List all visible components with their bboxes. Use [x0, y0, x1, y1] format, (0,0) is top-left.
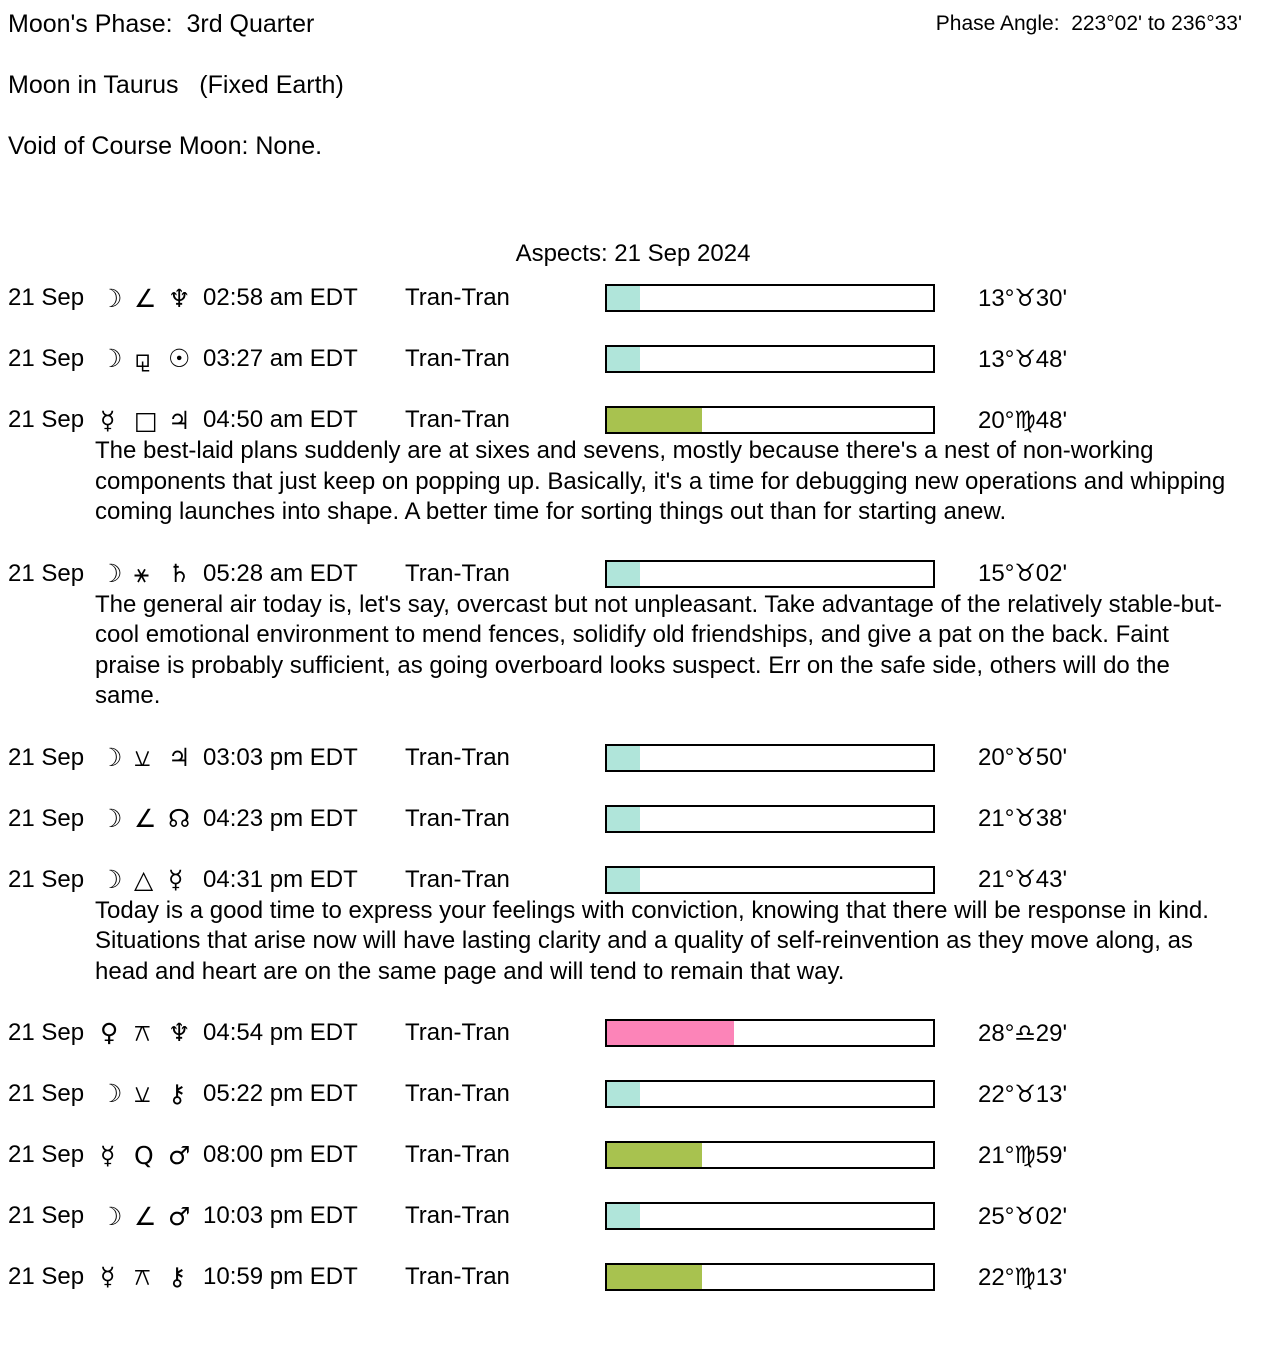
aspect-degree: 21°♉38' [978, 805, 1068, 832]
orb-bar [605, 1202, 935, 1230]
aspect-date: 21 Sep [8, 1263, 85, 1290]
orb-bar-fill [607, 562, 640, 586]
aspect-kind: Tran-Tran [405, 743, 510, 771]
aspect-kind: Tran-Tran [405, 406, 510, 433]
aspect-row [8, 1079, 1266, 1109]
orb-bar [605, 406, 935, 434]
neptune-icon: ♆ [168, 283, 191, 313]
aspect-glyphs [100, 1202, 203, 1231]
aspect-degree: 20°♍48' [978, 406, 1068, 434]
orb-bar-fill [607, 286, 640, 310]
orb-bar [605, 560, 935, 588]
semisquare-aspect-icon: ∠ [134, 804, 157, 833]
aspect-glyphs [100, 344, 203, 374]
venus-icon: ♀ [100, 1018, 119, 1047]
aspect-glyphs [100, 406, 203, 435]
orb-bar-fill [607, 1265, 702, 1289]
quincunx-aspect-icon: ⚻ [134, 1262, 151, 1291]
void-of-course-line: Void of Course Moon: None. [8, 132, 323, 160]
aspect-interpretation: The general air today is, let's say, overcast but not unpleasant. Take advantage of the relatively stable-but-cool emotional environment to mend fences, solidify old friendships, and give a pat on the back. Faint praise is probably sufficient, as going overboard looks suspect. Err on the safe side, others will do the same. [95, 590, 1223, 709]
orb-bar-fill [607, 408, 702, 432]
aspect-time: 03:03 pm EDT [203, 743, 358, 771]
sextile-aspect-icon: ⚹ [134, 558, 150, 588]
aspect-date: 21 Sep [8, 1141, 85, 1168]
aspect-time: 02:58 am EDT [203, 284, 358, 311]
report-header [0, 0, 1266, 161]
aspect-kind: Tran-Tran [405, 865, 510, 893]
mercury-icon: ☿ [168, 865, 184, 894]
aspect-date: 21 Sep [8, 804, 85, 832]
aspect-degree: 13°♉30' [978, 284, 1068, 312]
orb-bar [605, 345, 935, 373]
chiron-icon: ⚷ [168, 1079, 187, 1108]
aspect-kind: Tran-Tran [405, 1141, 510, 1168]
jupiter-icon: ♃ [168, 742, 191, 772]
north-node-icon: ☊ [168, 804, 191, 833]
aspect-time: 10:59 pm EDT [203, 1263, 358, 1290]
aspect-kind: Tran-Tran [405, 284, 510, 311]
neptune-icon: ♆ [168, 1018, 191, 1047]
aspect-time: 10:03 pm EDT [203, 1202, 358, 1229]
aspect-date: 21 Sep [8, 345, 85, 372]
aspect-list [0, 283, 1266, 1292]
aspect-row [8, 804, 1266, 834]
aspect-row [8, 1018, 1266, 1048]
aspect-glyphs [100, 1079, 203, 1109]
sun-icon: ☉ [168, 344, 191, 373]
moon-icon: ☽ [100, 344, 123, 373]
aspect-date: 21 Sep [8, 1019, 85, 1046]
aspect-time: 05:28 am EDT [203, 559, 358, 587]
aspect-kind: Tran-Tran [405, 345, 510, 372]
quincunx-aspect-icon: ⚻ [134, 1018, 151, 1047]
aspect-degree: 20°♉50' [978, 744, 1068, 771]
aspect-glyphs [100, 1018, 203, 1048]
aspect-interpretation: The best-laid plans suddenly are at sixes and sevens, mostly because there's a nest of non-working components that just keep on popping up. Basically, it's a time for debugging new operations and whipping coming launches into shape. A better time for sorting things out than for starting anew. [95, 437, 1226, 525]
aspect-degree: 15°♉02' [978, 560, 1068, 587]
aspect-date: 21 Sep [8, 1080, 85, 1107]
aspect-degree: 28°♎29' [978, 1019, 1068, 1047]
orb-bar-fill [607, 746, 640, 770]
chiron-icon: ⚷ [168, 1262, 187, 1291]
aspect-glyphs [100, 743, 203, 773]
orb-bar [605, 805, 935, 833]
aspect-row [8, 283, 1266, 313]
moon-icon: ☽ [100, 742, 123, 772]
aspect-kind: Tran-Tran [405, 1202, 510, 1229]
orb-bar [605, 866, 935, 894]
aspect-kind: Tran-Tran [405, 1080, 510, 1107]
aspect-date: 21 Sep [8, 559, 85, 587]
aspect-row [8, 1201, 1266, 1231]
aspect-row [8, 1262, 1266, 1292]
orb-bar [605, 1141, 935, 1169]
moon-icon: ☽ [100, 865, 123, 894]
moon-icon: ☽ [100, 1079, 123, 1108]
aspect-kind: Tran-Tran [405, 804, 510, 832]
square-aspect-icon: □ [134, 405, 158, 435]
aspect-date: 21 Sep [8, 1202, 85, 1229]
aspect-date: 21 Sep [8, 284, 85, 311]
aspect-glyphs [100, 559, 203, 589]
trine-aspect-icon: △ [134, 865, 154, 894]
orb-bar-fill [607, 1021, 734, 1045]
aspect-row [8, 405, 1266, 435]
aspect-date: 21 Sep [8, 743, 85, 771]
aspect-glyphs [100, 1141, 203, 1170]
aspect-interpretation: Today is a good time to express your feelings with conviction, knowing that there will be response in kind. Situations that arise now will have lasting clarity and a quality of self-reinvention as they move along, as head and heart are on the same page and will tend to remain that way. [95, 896, 1209, 985]
mars-icon: ♂ [168, 1140, 191, 1170]
aspects-title: Aspects: 21 Sep 2024 [515, 240, 751, 267]
aspect-row [8, 743, 1266, 773]
orb-bar [605, 1263, 935, 1291]
orb-bar-fill [607, 347, 640, 371]
mercury-icon: ☿ [100, 1140, 116, 1170]
aspect-time: 04:50 am EDT [203, 406, 358, 433]
aspect-glyphs [100, 284, 203, 313]
moon-phase-line: Moon's Phase: 3rd Quarter [8, 10, 315, 38]
aspect-time: 04:54 pm EDT [203, 1019, 358, 1046]
aspect-date: 21 Sep [8, 865, 85, 893]
semisextile-aspect-icon: ⚺ [134, 1079, 151, 1108]
quintile-aspect-icon: Q [134, 1140, 154, 1170]
aspect-degree: 21°♍59' [978, 1141, 1068, 1169]
aspect-row [8, 559, 1266, 589]
orb-bar [605, 1080, 935, 1108]
aspect-date: 21 Sep [8, 406, 85, 433]
moon-icon: ☽ [100, 1201, 123, 1231]
orb-bar-fill [607, 1143, 702, 1167]
aspect-time: 03:27 am EDT [203, 345, 358, 372]
aspect-time: 05:22 pm EDT [203, 1080, 358, 1107]
orb-bar-fill [607, 868, 640, 892]
orb-bar-fill [607, 1082, 640, 1106]
mars-icon: ♂ [168, 1201, 191, 1231]
semisquare-aspect-icon: ∠ [134, 283, 157, 313]
phase-angle: Phase Angle: 223°02' to 236°33' [935, 12, 1242, 35]
mercury-icon: ☿ [100, 405, 116, 435]
moon-icon: ☽ [100, 804, 123, 833]
aspect-time: 04:23 pm EDT [203, 804, 358, 832]
aspect-time: 08:00 pm EDT [203, 1141, 358, 1168]
orb-bar [605, 284, 935, 312]
moon-icon: ☽ [100, 283, 123, 313]
aspect-degree: 22°♉13' [978, 1080, 1068, 1108]
aspect-glyphs [100, 865, 203, 894]
aspect-degree: 25°♉02' [978, 1202, 1068, 1230]
aspect-degree: 21°♉43' [978, 866, 1068, 893]
aspect-time: 04:31 pm EDT [203, 865, 358, 893]
semisextile-aspect-icon: ⚺ [134, 742, 151, 772]
sesquiquadrate-aspect-icon: ⚼ [134, 344, 152, 373]
moon-icon: ☽ [100, 558, 123, 588]
aspect-degree: 13°♉48' [978, 345, 1068, 373]
aspect-glyphs [100, 1262, 203, 1292]
aspect-kind: Tran-Tran [405, 559, 510, 587]
mercury-icon: ☿ [100, 1262, 116, 1291]
moon-sign-line: Moon in Taurus (Fixed Earth) [8, 71, 344, 99]
orb-bar-fill [607, 807, 640, 831]
aspect-row [8, 1140, 1266, 1170]
orb-bar [605, 744, 935, 772]
saturn-icon: ♄ [168, 558, 191, 588]
aspect-degree: 22°♍13' [978, 1263, 1068, 1291]
aspect-glyphs [100, 804, 203, 833]
orb-bar-fill [607, 1204, 640, 1228]
aspect-kind: Tran-Tran [405, 1019, 510, 1046]
aspect-kind: Tran-Tran [405, 1263, 510, 1290]
semisquare-aspect-icon: ∠ [134, 1201, 157, 1231]
orb-bar [605, 1019, 935, 1047]
aspect-row [8, 344, 1266, 374]
aspect-row [8, 865, 1266, 895]
jupiter-icon: ♃ [168, 405, 191, 435]
